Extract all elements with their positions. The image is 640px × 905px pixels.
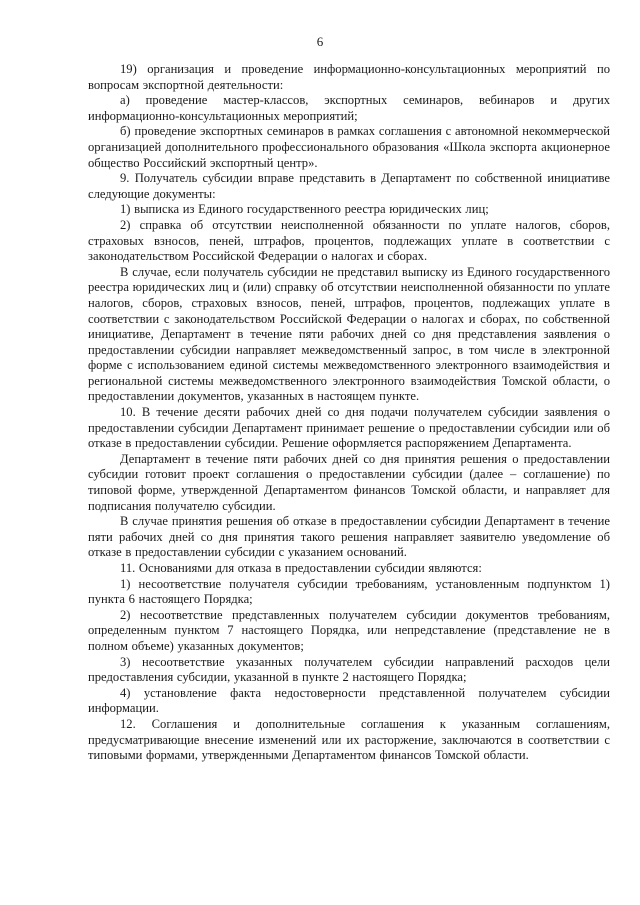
paragraph-10-refusal-notice: В случае принятия решения об отказе в предоставлении субсидии Департамент в течение пяти рабочих дней со дня принятия такого решения направляет заявителю уведомление об отказе в предоставлении субсидии с указанием оснований. — [88, 514, 610, 560]
paragraph-9-interagency-request: В случае, если получатель субсидии не представил выписку из Единого государственного реестра юридических лиц и (или) справку об отсутствии неисполненной обязанности по уплате налогов, сборов, страховых взносов, пеней, штрафов, процентов, подлежащих уплате в соответствии с законодательством Российской Федерации о налогах и сборах, по собственной инициативе, Департамент в течение пяти рабочих дней со дня представления заявления о предоставлении субсидии направляет межведомственный запрос, в том числе в электронной форме с использованием единой системы межведомственного электронного взаимодействия и региональной системы межведомственного электронного взаимодействия Томской области, о предоставлении документов, указанных в настоящем пункте. — [88, 264, 610, 404]
paragraph-12-agreements: 12. Соглашения и дополнительные соглашения к указанным соглашениям, предусматривающие внесение изменений или их расторжение, заключаются в соответствии с типовыми формами, утвержденными Департаментом финансов Томской области. — [88, 716, 610, 763]
paragraph-11-1: 1) несоответствие получателя субсидии требованиям, установленным подпунктом 1) пункта 6 настоящего Порядка; — [88, 576, 610, 607]
paragraph-10-decision: 10. В течение десяти рабочих дней со дня подачи получателем субсидии заявления о предоставлении субсидии Департамент принимает решение о предоставлении субсидии или об отказе в предоставлении субсидии. Решение оформляется распоряжением Департамента. — [88, 405, 610, 451]
paragraph-19-export-events: 19) организация и проведение информационно-консультационных мероприятий по вопросам экспортной деятельности: — [88, 62, 610, 92]
paragraph-9-1-registry-extract: 1) выписка из Единого государственного реестра юридических лиц; — [120, 202, 489, 217]
paragraph-11-refusal-grounds: 11. Основаниями для отказа в предоставлении субсидии являются: — [120, 561, 482, 575]
document-body — [88, 62, 610, 764]
page-number: 6 — [316, 34, 324, 49]
paragraph-11-3: 3) несоответствие указанных получателем субсидии направлений расходов цели предоставления субсидии, указанной в пункте 2 настоящего Порядка; — [88, 654, 610, 685]
paragraph-11-4: 4) установление факта недостоверности представленной получателем субсидии информации. — [88, 685, 610, 716]
paragraph-9-2-tax-certificate: 2) справка об отсутствии неисполненной обязанности по уплате налогов, сборов, страховых взносов, пеней, штрафов, процентов, подлежащих уплате в соответствии с законодательством Российской Федерации о налогах и сборах. — [88, 217, 610, 264]
paragraph-9-documents: 9. Получатель субсидии вправе представить в Департамент по собственной инициативе следующие документы: — [88, 171, 610, 201]
paragraph-11-2: 2) несоответствие представленных получателем субсидии документов требованиям, определенным пунктом 7 настоящего Порядка, или непредставление (представление не в полном объеме) указанных документов; — [88, 607, 610, 653]
paragraph-19b-export-seminars: б) проведение экспортных семинаров в рамках соглашения с автономной некоммерческой организацией дополнительного профессионального образования «Школа экспорта акционерное общество Российский экспортный центр». — [88, 124, 610, 170]
paragraph-10-agreement-draft: Департамент в течение пяти рабочих дней со дня принятия решения о предоставлении субсидии готовит проект соглашения о предоставлении субсидии (далее – соглашение) по типовой форме, утвержденной Департаментом финансов Томской области, и направляет для подписания получателю субсидии. — [88, 451, 610, 513]
paragraph-19a-masterclasses: а) проведение мастер-классов, экспортных семинаров, вебинаров и других информационно-консультационных мероприятий; — [88, 93, 610, 123]
